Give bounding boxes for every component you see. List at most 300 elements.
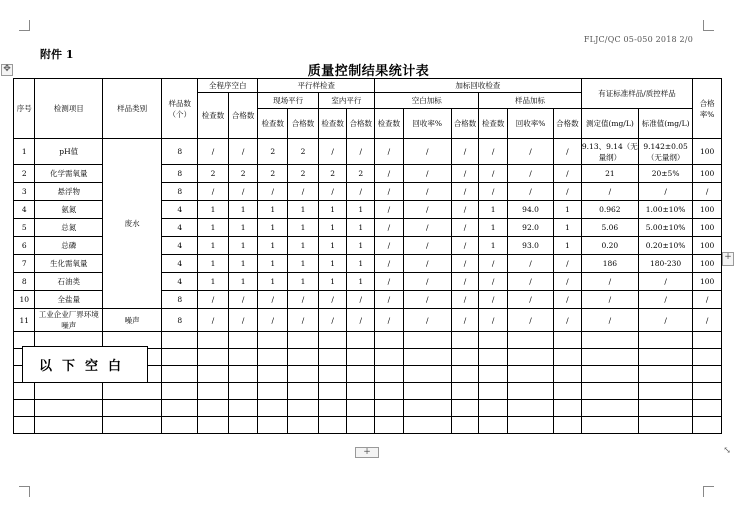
cell-lp-c: / xyxy=(318,139,347,165)
cell-bs-c: / xyxy=(375,255,404,273)
empty-cell xyxy=(581,400,638,417)
cell-ss-r: / xyxy=(508,139,554,165)
cell-fp-c: / xyxy=(258,291,288,309)
cell-standard: 180-230 xyxy=(639,255,693,273)
empty-cell xyxy=(554,417,582,434)
cell-ss-p: / xyxy=(554,291,582,309)
cell-bs-c: / xyxy=(375,291,404,309)
empty-cell xyxy=(581,332,638,349)
empty-cell xyxy=(347,332,375,349)
cell-n: 8 xyxy=(162,139,198,165)
empty-cell xyxy=(479,417,508,434)
cell-measured: 0.962 xyxy=(581,201,638,219)
cell-lp-p: / xyxy=(347,139,375,165)
empty-cell xyxy=(375,417,404,434)
cell-measured: 186 xyxy=(581,255,638,273)
empty-cell xyxy=(347,417,375,434)
cell-fp-p: / xyxy=(288,309,319,332)
cell-fb-p: 1 xyxy=(228,219,258,237)
empty-cell xyxy=(35,400,103,417)
cell-fp-p: / xyxy=(288,291,319,309)
empty-cell xyxy=(102,400,161,417)
empty-cell xyxy=(288,332,319,349)
cell-ss-p: 1 xyxy=(554,237,582,255)
cell-fp-p: 2 xyxy=(288,139,319,165)
cell-standard: / xyxy=(639,183,693,201)
cell-bs-r: / xyxy=(403,165,451,183)
empty-cell xyxy=(162,366,198,383)
cell-measured: / xyxy=(581,183,638,201)
table-title: 质量控制结果统计表 xyxy=(307,64,430,79)
header-item: 检测项目 xyxy=(35,79,103,139)
margin-corner-mark xyxy=(703,486,714,497)
empty-cell xyxy=(347,383,375,400)
margin-corner-mark xyxy=(19,486,30,497)
cell-n: 4 xyxy=(162,201,198,219)
cell-n: 4 xyxy=(162,219,198,237)
cell-item: 石油类 xyxy=(35,273,103,291)
empty-cell xyxy=(554,349,582,366)
cell-n: 4 xyxy=(162,273,198,291)
attachment-label: 附件 1 xyxy=(40,48,74,61)
empty-cell xyxy=(403,417,451,434)
cell-ss-r: / xyxy=(508,165,554,183)
empty-cell xyxy=(403,400,451,417)
table-row xyxy=(14,309,722,332)
cell-lp-p: / xyxy=(347,291,375,309)
cell-bs-p: / xyxy=(451,291,479,309)
empty-cell xyxy=(451,349,479,366)
cell-fp-c: 1 xyxy=(258,201,288,219)
cell-bs-p: / xyxy=(451,273,479,291)
empty-cell xyxy=(102,383,161,400)
cell-standard: 20±5% xyxy=(639,165,693,183)
cell-category: 废水 xyxy=(102,139,161,309)
empty-cell xyxy=(508,417,554,434)
cell-measured: 5.06 xyxy=(581,219,638,237)
cell-bs-p: / xyxy=(451,183,479,201)
cell-fp-p: 1 xyxy=(288,273,319,291)
margin-corner-mark xyxy=(703,20,714,31)
cell-bs-r: / xyxy=(403,201,451,219)
empty-cell xyxy=(508,366,554,383)
cell-seq: 11 xyxy=(14,309,35,332)
empty-cell xyxy=(198,383,229,400)
header-full-blank: 全程序空白 xyxy=(198,79,258,93)
cell-item: 总氮 xyxy=(35,219,103,237)
empty-cell xyxy=(451,332,479,349)
cell-measured: / xyxy=(581,273,638,291)
cell-ss-c: / xyxy=(479,183,508,201)
empty-cell xyxy=(375,366,404,383)
empty-cell xyxy=(288,349,319,366)
cell-ss-r: / xyxy=(508,183,554,201)
empty-cell xyxy=(375,332,404,349)
cell-fp-p: 1 xyxy=(288,219,319,237)
empty-cell xyxy=(639,417,693,434)
empty-cell xyxy=(228,332,258,349)
header-seq: 序号 xyxy=(14,79,35,139)
cell-lp-c: 1 xyxy=(318,219,347,237)
cell-bs-c: / xyxy=(375,165,404,183)
cell-ss-p: / xyxy=(554,273,582,291)
cell-n: 4 xyxy=(162,237,198,255)
cell-measured: 21 xyxy=(581,165,638,183)
cell-ss-p: / xyxy=(554,309,582,332)
cell-measured: 0.20 xyxy=(581,237,638,255)
cell-item: 氨氮 xyxy=(35,201,103,219)
cell-item: 悬浮物 xyxy=(35,183,103,201)
cell-fp-p: 1 xyxy=(288,201,319,219)
empty-cell xyxy=(508,400,554,417)
cell-bs-p: / xyxy=(451,201,479,219)
empty-cell xyxy=(375,400,404,417)
add-row-icon[interactable]: + xyxy=(355,447,379,458)
empty-cell xyxy=(639,383,693,400)
header-sample-spike: 样品加标 xyxy=(479,93,581,109)
header-pass-count: 合格数 xyxy=(554,109,582,139)
cell-fb-c: 1 xyxy=(198,201,229,219)
header-pass-count: 合格数 xyxy=(451,109,479,139)
empty-cell xyxy=(639,400,693,417)
empty-cell xyxy=(693,383,722,400)
cell-seq: 10 xyxy=(14,291,35,309)
cell-standard: / xyxy=(639,291,693,309)
table-resize-handle-icon[interactable]: ⤡ xyxy=(723,446,731,456)
empty-cell xyxy=(228,383,258,400)
cell-ss-p: / xyxy=(554,139,582,165)
add-column-icon[interactable]: + xyxy=(722,252,734,266)
cell-fb-c: 1 xyxy=(198,273,229,291)
cell-bs-r: / xyxy=(403,255,451,273)
header-spike: 加标回收检查 xyxy=(375,79,582,93)
empty-cell xyxy=(288,417,319,434)
empty-cell xyxy=(318,400,347,417)
header-check-count: 检查数 xyxy=(375,109,404,139)
empty-cell xyxy=(198,400,229,417)
empty-cell xyxy=(508,332,554,349)
header-category: 样品类别 xyxy=(102,79,161,139)
cell-bs-p: / xyxy=(451,237,479,255)
cell-fb-p: 1 xyxy=(228,273,258,291)
empty-cell xyxy=(258,383,288,400)
empty-cell xyxy=(347,366,375,383)
cell-bs-p: / xyxy=(451,219,479,237)
cell-item: pH值 xyxy=(35,139,103,165)
empty-cell xyxy=(403,332,451,349)
cell-fp-c: 2 xyxy=(258,165,288,183)
cell-ss-p: / xyxy=(554,255,582,273)
empty-cell xyxy=(228,400,258,417)
cell-n: 4 xyxy=(162,255,198,273)
cell-bs-r: / xyxy=(403,309,451,332)
cell-lp-p: 1 xyxy=(347,219,375,237)
empty-cell xyxy=(318,349,347,366)
cell-item: 工业企业厂界环境噪声 xyxy=(35,309,103,332)
cell-fb-c: / xyxy=(198,291,229,309)
cell-ss-r: 93.0 xyxy=(508,237,554,255)
cell-bs-r: / xyxy=(403,219,451,237)
cell-item: 全盐量 xyxy=(35,291,103,309)
empty-cell xyxy=(14,417,35,434)
empty-table-row xyxy=(14,383,722,400)
cell-ss-c: / xyxy=(479,165,508,183)
empty-cell xyxy=(375,349,404,366)
header-cert: 有证标准样品/质控样品 xyxy=(581,79,693,109)
empty-cell xyxy=(639,349,693,366)
cell-fb-c: / xyxy=(198,309,229,332)
empty-cell xyxy=(162,349,198,366)
empty-table-row xyxy=(14,417,722,434)
empty-cell xyxy=(35,417,103,434)
cell-fp-c: 2 xyxy=(258,139,288,165)
empty-table-row xyxy=(14,400,722,417)
cell-rate: 100 xyxy=(693,237,722,255)
cell-fb-c: / xyxy=(198,139,229,165)
cell-fb-c: 1 xyxy=(198,237,229,255)
cell-ss-c: / xyxy=(479,255,508,273)
cell-rate: 100 xyxy=(693,219,722,237)
empty-cell xyxy=(318,383,347,400)
cell-standard: / xyxy=(639,273,693,291)
table-row xyxy=(14,139,722,165)
cell-lp-c: 1 xyxy=(318,201,347,219)
cell-ss-r: 92.0 xyxy=(508,219,554,237)
cell-lp-p: 1 xyxy=(347,201,375,219)
cell-fb-c: 2 xyxy=(198,165,229,183)
empty-cell xyxy=(228,349,258,366)
cell-standard: / xyxy=(639,309,693,332)
cell-fb-p: / xyxy=(228,183,258,201)
cell-lp-c: / xyxy=(318,183,347,201)
empty-cell xyxy=(198,332,229,349)
empty-cell xyxy=(258,332,288,349)
cell-fp-p: / xyxy=(288,183,319,201)
header-pass-count: 合格数 xyxy=(347,109,375,139)
header-check-count: 检查数 xyxy=(258,109,288,139)
empty-cell xyxy=(403,349,451,366)
document-id: FLJC/QC 05-050 2018 2/0 xyxy=(583,35,693,44)
cell-bs-c: / xyxy=(375,273,404,291)
cell-fb-c: 1 xyxy=(198,219,229,237)
empty-cell xyxy=(347,349,375,366)
empty-cell xyxy=(288,383,319,400)
empty-cell xyxy=(288,366,319,383)
empty-cell xyxy=(403,383,451,400)
blank-below-stamp: 以下空白 xyxy=(22,346,148,383)
cell-lp-p: 1 xyxy=(347,237,375,255)
cell-rate: / xyxy=(693,291,722,309)
cell-bs-p: / xyxy=(451,165,479,183)
cell-rate: 100 xyxy=(693,139,722,165)
empty-cell xyxy=(479,400,508,417)
cell-fb-p: / xyxy=(228,291,258,309)
empty-cell xyxy=(479,349,508,366)
cell-ss-c: 1 xyxy=(479,219,508,237)
cell-ss-c: 1 xyxy=(479,201,508,219)
cell-lp-c: 1 xyxy=(318,237,347,255)
cell-seq: 3 xyxy=(14,183,35,201)
cell-lp-p: / xyxy=(347,183,375,201)
empty-cell xyxy=(479,366,508,383)
empty-cell xyxy=(228,417,258,434)
empty-cell xyxy=(162,332,198,349)
empty-cell xyxy=(35,383,103,400)
table-move-handle-icon[interactable]: ✥ xyxy=(1,64,13,76)
cell-fp-c: 1 xyxy=(258,219,288,237)
header-blank-spike: 空白加标 xyxy=(375,93,479,109)
cell-fp-c: 1 xyxy=(258,237,288,255)
empty-cell xyxy=(581,349,638,366)
cell-lp-p: 1 xyxy=(347,273,375,291)
cell-standard: 0.20±10% xyxy=(639,237,693,255)
cell-fb-c: 1 xyxy=(198,255,229,273)
header-parallel: 平行样检查 xyxy=(258,79,375,93)
cell-lp-c: 2 xyxy=(318,165,347,183)
cell-lp-p: / xyxy=(347,309,375,332)
cell-fb-p: 1 xyxy=(228,237,258,255)
cell-bs-p: / xyxy=(451,309,479,332)
empty-cell xyxy=(451,417,479,434)
cell-fb-p: / xyxy=(228,139,258,165)
empty-cell xyxy=(162,400,198,417)
cell-ss-p: / xyxy=(554,165,582,183)
cell-lp-c: / xyxy=(318,291,347,309)
empty-cell xyxy=(14,400,35,417)
cell-ss-r: / xyxy=(508,273,554,291)
header-recovery: 回收率% xyxy=(403,109,451,139)
cell-rate: / xyxy=(693,309,722,332)
cell-ss-r: / xyxy=(508,255,554,273)
cell-fb-p: / xyxy=(228,309,258,332)
cell-ss-c: / xyxy=(479,291,508,309)
cell-rate: 100 xyxy=(693,165,722,183)
cell-bs-r: / xyxy=(403,139,451,165)
empty-cell xyxy=(258,417,288,434)
cell-standard: 1.00±10% xyxy=(639,201,693,219)
header-check-count: 检查数 xyxy=(318,109,347,139)
header-pass-count: 合格数 xyxy=(288,109,319,139)
cell-n: 8 xyxy=(162,291,198,309)
cell-rate: 100 xyxy=(693,255,722,273)
cell-rate: 100 xyxy=(693,201,722,219)
empty-cell xyxy=(554,332,582,349)
cell-seq: 4 xyxy=(14,201,35,219)
header-recovery: 回收率% xyxy=(508,109,554,139)
cell-n: 8 xyxy=(162,309,198,332)
cell-bs-p: / xyxy=(451,139,479,165)
cell-fp-p: 2 xyxy=(288,165,319,183)
empty-cell xyxy=(508,349,554,366)
cell-standard: 9.142±0.05（无量纲） xyxy=(639,139,693,165)
empty-cell xyxy=(288,400,319,417)
cell-ss-c: / xyxy=(479,139,508,165)
empty-cell xyxy=(693,349,722,366)
cell-fp-p: 1 xyxy=(288,237,319,255)
cell-item: 化学需氧量 xyxy=(35,165,103,183)
empty-cell xyxy=(318,332,347,349)
cell-measured: / xyxy=(581,291,638,309)
empty-cell xyxy=(479,383,508,400)
empty-cell xyxy=(198,366,229,383)
cell-rate: / xyxy=(693,183,722,201)
cell-ss-p: / xyxy=(554,183,582,201)
empty-cell xyxy=(258,349,288,366)
empty-cell xyxy=(581,366,638,383)
header-pass-rate: 合格率% xyxy=(693,79,722,139)
cell-fb-p: 1 xyxy=(228,201,258,219)
empty-cell xyxy=(451,400,479,417)
cell-lp-p: 1 xyxy=(347,255,375,273)
empty-cell xyxy=(554,400,582,417)
empty-cell xyxy=(162,383,198,400)
cell-category: 噪声 xyxy=(102,309,161,332)
header-check-count: 检查数 xyxy=(479,109,508,139)
empty-cell xyxy=(554,366,582,383)
empty-cell xyxy=(693,332,722,349)
empty-cell xyxy=(258,366,288,383)
cell-ss-c: / xyxy=(479,273,508,291)
cell-fb-c: / xyxy=(198,183,229,201)
empty-cell xyxy=(693,417,722,434)
header-lab-parallel: 室内平行 xyxy=(318,93,374,109)
empty-cell xyxy=(198,417,229,434)
header-field-parallel: 现场平行 xyxy=(258,93,318,109)
empty-cell xyxy=(581,417,638,434)
cell-fp-c: 1 xyxy=(258,255,288,273)
cell-seq: 2 xyxy=(14,165,35,183)
cell-bs-c: / xyxy=(375,183,404,201)
cell-bs-p: / xyxy=(451,255,479,273)
cell-bs-c: / xyxy=(375,237,404,255)
cell-lp-c: 1 xyxy=(318,273,347,291)
cell-fp-c: / xyxy=(258,183,288,201)
cell-seq: 1 xyxy=(14,139,35,165)
empty-cell xyxy=(228,366,258,383)
empty-cell xyxy=(318,417,347,434)
cell-fp-c: 1 xyxy=(258,273,288,291)
cell-ss-r: 94.0 xyxy=(508,201,554,219)
cell-bs-c: / xyxy=(375,201,404,219)
cell-measured: 9.13、9.14（无量纲） xyxy=(581,139,638,165)
cell-bs-c: / xyxy=(375,139,404,165)
empty-cell xyxy=(639,366,693,383)
empty-cell xyxy=(403,366,451,383)
cell-ss-r: / xyxy=(508,291,554,309)
empty-cell xyxy=(375,383,404,400)
empty-cell xyxy=(554,383,582,400)
cell-lp-p: 2 xyxy=(347,165,375,183)
empty-cell xyxy=(14,383,35,400)
cell-fp-c: / xyxy=(258,309,288,332)
cell-item: 总磷 xyxy=(35,237,103,255)
cell-lp-c: / xyxy=(318,309,347,332)
cell-fb-p: 2 xyxy=(228,165,258,183)
cell-bs-c: / xyxy=(375,219,404,237)
empty-cell xyxy=(508,383,554,400)
cell-bs-r: / xyxy=(403,273,451,291)
cell-standard: 5.00±10% xyxy=(639,219,693,237)
cell-seq: 5 xyxy=(14,219,35,237)
empty-cell xyxy=(102,417,161,434)
header-standard: 标准值(mg/L) xyxy=(639,109,693,139)
cell-bs-r: / xyxy=(403,183,451,201)
cell-ss-c: / xyxy=(479,309,508,332)
cell-lp-c: 1 xyxy=(318,255,347,273)
empty-cell xyxy=(693,366,722,383)
empty-cell xyxy=(318,366,347,383)
cell-ss-c: 1 xyxy=(479,237,508,255)
